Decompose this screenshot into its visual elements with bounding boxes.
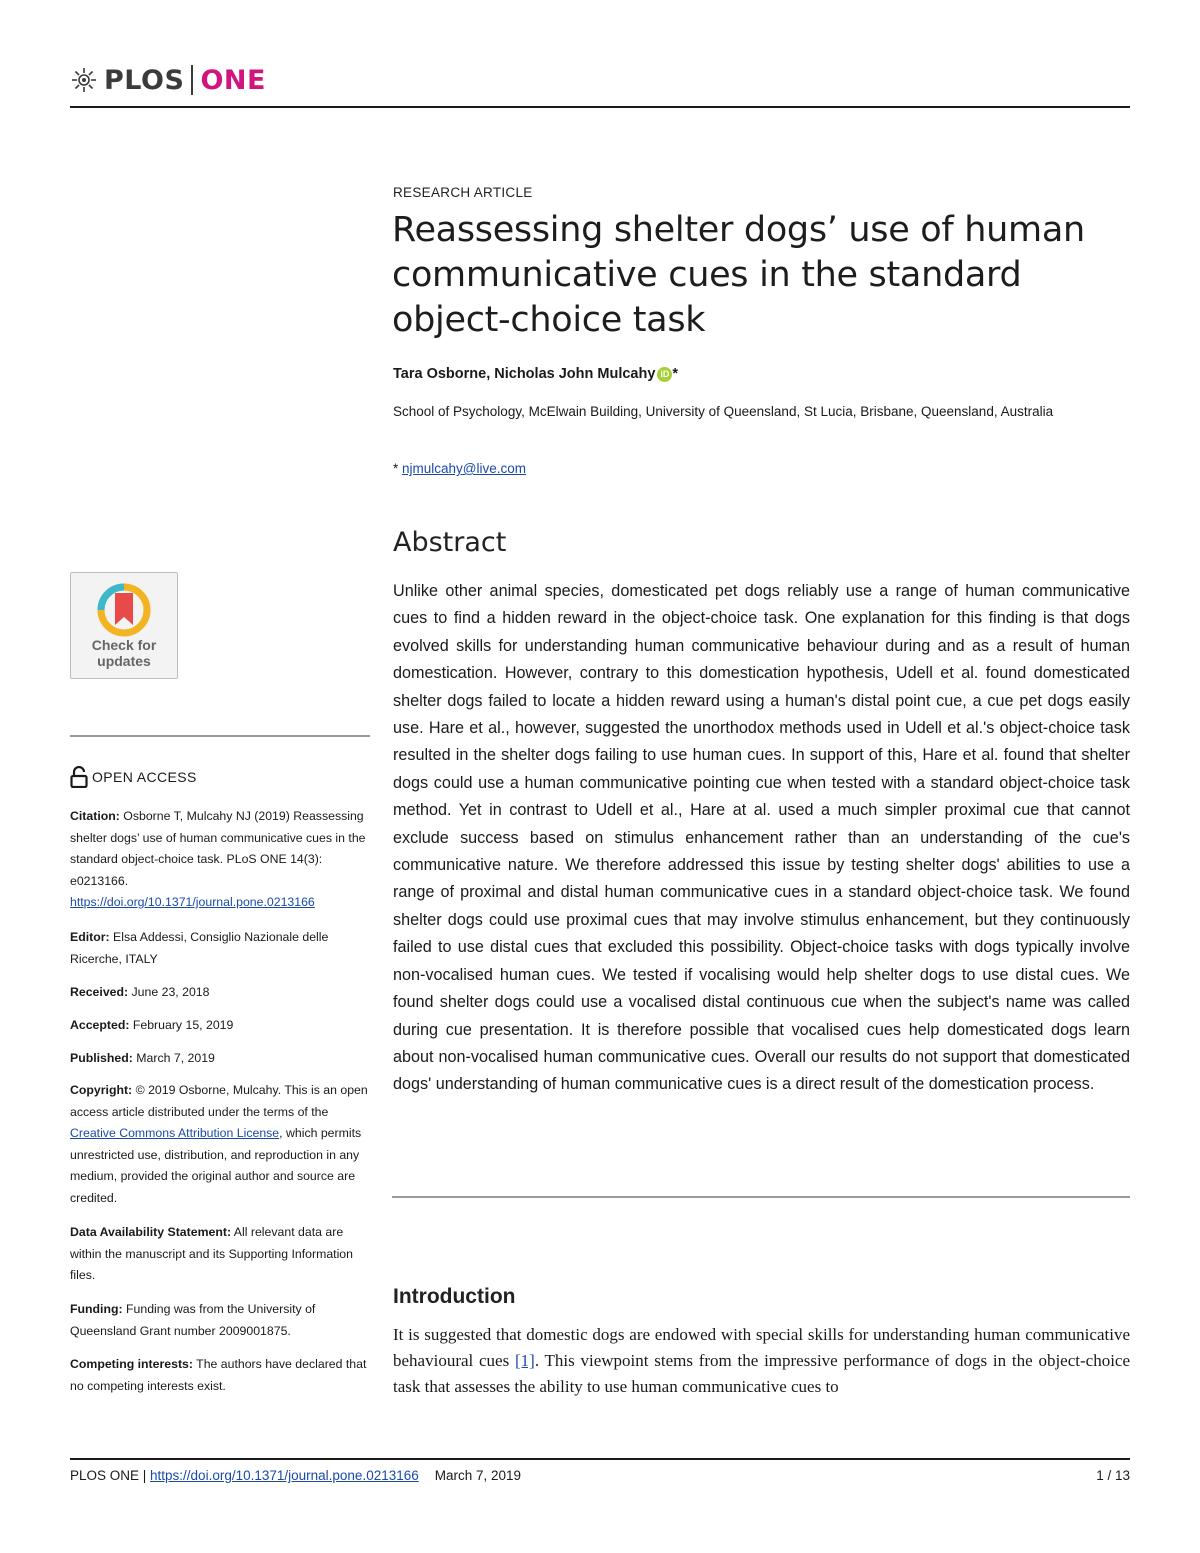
- accepted-text: February 15, 2019: [129, 1018, 234, 1032]
- received-text: June 23, 2018: [128, 985, 210, 999]
- intro-text-b: . This viewpoint stems from the impressive performance of dogs in the object-choice task that assesses the ability to use human communicative cues to: [393, 1351, 1131, 1396]
- open-access-label: [70, 766, 197, 788]
- editor-text: Elsa Addessi, Consiglio Nazionale delle Ricerche, ITALY: [70, 930, 329, 966]
- citation-label: Citation:: [70, 809, 120, 823]
- reference-link-1[interactable]: [1]: [514, 1351, 535, 1370]
- license-link[interactable]: Creative Commons Attribution License: [70, 1126, 280, 1140]
- data-availability-label: Data Availability Statement:: [70, 1225, 232, 1239]
- page-number: 1 / 13: [1096, 1468, 1130, 1483]
- competing-interests-block: [70, 1354, 370, 1397]
- header-rule: [70, 106, 1130, 108]
- published-text: March 7, 2019: [132, 1051, 215, 1065]
- open-lock-icon: [70, 766, 88, 788]
- accepted-label: Accepted:: [70, 1018, 130, 1032]
- plos-sunburst-icon: [70, 66, 98, 94]
- correspondence-email: [393, 461, 526, 476]
- data-availability-text: All relevant data are within the manuscript and its Supporting Information files.: [70, 1225, 353, 1282]
- funding-label: Funding:: [70, 1302, 123, 1316]
- logo-plos: PLOS: [104, 64, 185, 96]
- copyright-label: Copyright:: [70, 1083, 133, 1097]
- authors-text: Tara Osborne, Nicholas John Mulcahy: [393, 366, 656, 382]
- check-for-updates-badge[interactable]: [70, 572, 178, 679]
- email-link[interactable]: njmulcahy@live.com: [402, 461, 527, 476]
- logo-divider: [191, 65, 193, 95]
- introduction-text: [393, 1322, 1130, 1400]
- editor-label: Editor:: [70, 930, 110, 944]
- page-footer: [70, 1468, 521, 1483]
- citation-block: [70, 806, 370, 914]
- article-type: RESEARCH ARTICLE: [393, 185, 533, 200]
- published-block: [70, 1048, 370, 1070]
- abstract-text: Unlike other animal species, domesticated pet dogs reliably use a range of human communicative cues to find a hidden reward in the object-choice task. One explanation for this finding is that dogs evolved skills for understanding human communicative behaviour during and as a result of human domestication. However, contrary to this domestication hypothesis, Udell et al. found domesticated shelter dogs failed to locate a hidden reward using a human's distal point cue, a cue pet dogs easily use. Hare et al., however, suggested the unorthodox methods used in Udell et al.'s object-choice task resulted in the shelter dogs failing to use human cues. In support of this, Hare et al. found that shelter dogs could use a human communicative pointing cue when tested with a standard object-choice task method. Yet in contrast to Udell et al., Hare at al. used a much simpler proximal cue that cannot exclude success based on stimulus enhancement rather than an understanding of the cue's communicative nature. We therefore addressed this issue by testing shelter dogs' abilities to use a range of proximal and distal human communicative cues in a standard object-choice task. We found shelter dogs could use proximal cues that may involve stimulus enhancement, but they continuously failed to use distal cues that excluded this possibility. Object-choice tasks with dogs typically involve non-vocalised human cues. We tested if vocalising would help shelter dogs to use distal cues. We found shelter dogs could use a vocalised distal continuous cue when the subject's name was called during cue presentation. It is therefore possible that vocalised cues help domesticated dogs learn about non-vocalised human communicative cues. Overall our results do not support that domesticated dogs' understanding of human communicative cues is a direct result of the domestication process.: [393, 582, 1130, 1094]
- article-title: Reassessing shelter dogs’ use of human communicative cues in the standard object-choice task: [392, 210, 1085, 340]
- copyright-text-b: , which permits unrestricted use, distribution, and reproduction in any medium, provided the original author and source are credited.: [70, 1126, 362, 1205]
- competing-label: Competing interests:: [70, 1357, 193, 1371]
- footer-date: March 7, 2019: [434, 1468, 522, 1483]
- received-block: [70, 982, 370, 1004]
- funding-text: Funding was from the University of Queensland Grant number 2009001875.: [70, 1302, 316, 1338]
- journal-logo: [70, 62, 266, 98]
- check-updates-icon: [95, 581, 153, 639]
- received-label: Received:: [70, 985, 129, 999]
- footer-doi-link[interactable]: https://doi.org/10.1371/journal.pone.0213166: [150, 1468, 419, 1483]
- email-prefix: *: [393, 461, 403, 476]
- check-updates-label: Check for updates: [91, 637, 157, 669]
- author-list: [393, 366, 678, 382]
- footer-journal: PLOS ONE |: [70, 1468, 151, 1483]
- intro-text-a: It is suggested that domestic dogs are endowed with special skills for understanding human communicative behavioural cues: [393, 1325, 1130, 1370]
- corresponding-mark: *: [672, 366, 679, 382]
- accepted-block: [70, 1015, 370, 1037]
- open-access-text: OPEN ACCESS: [92, 769, 197, 785]
- data-availability-block: [70, 1222, 370, 1287]
- logo-one: ONE: [200, 64, 266, 96]
- editor-block: [70, 927, 370, 970]
- funding-block: [70, 1299, 370, 1342]
- orcid-icon[interactable]: iD: [657, 367, 672, 382]
- copyright-text-a: © 2019 Osborne, Mulcahy. This is an open access article distributed under the terms of the: [70, 1083, 368, 1119]
- affiliation: School of Psychology, McElwain Building, University of Queensland, St Lucia, Brisbane, Queensland, Australia: [393, 404, 1054, 419]
- citation-text: Osborne T, Mulcahy NJ (2019) Reassessing shelter dogs’ use of human communicative cues in the standard object-choice task. PLoS ONE 14(3): e0213166.: [70, 809, 366, 888]
- competing-text: The authors have declared that no competing interests exist.: [70, 1357, 367, 1393]
- footer-rule: [70, 1458, 1130, 1460]
- copyright-block: [70, 1080, 370, 1209]
- introduction-heading: Introduction: [393, 1285, 516, 1308]
- published-label: Published:: [70, 1051, 133, 1065]
- citation-doi-link[interactable]: https://doi.org/10.1371/journal.pone.0213166: [70, 895, 315, 909]
- abstract-heading: Abstract: [393, 527, 507, 558]
- sidebar-rule: [70, 735, 370, 737]
- abstract-rule: [392, 1196, 1130, 1198]
